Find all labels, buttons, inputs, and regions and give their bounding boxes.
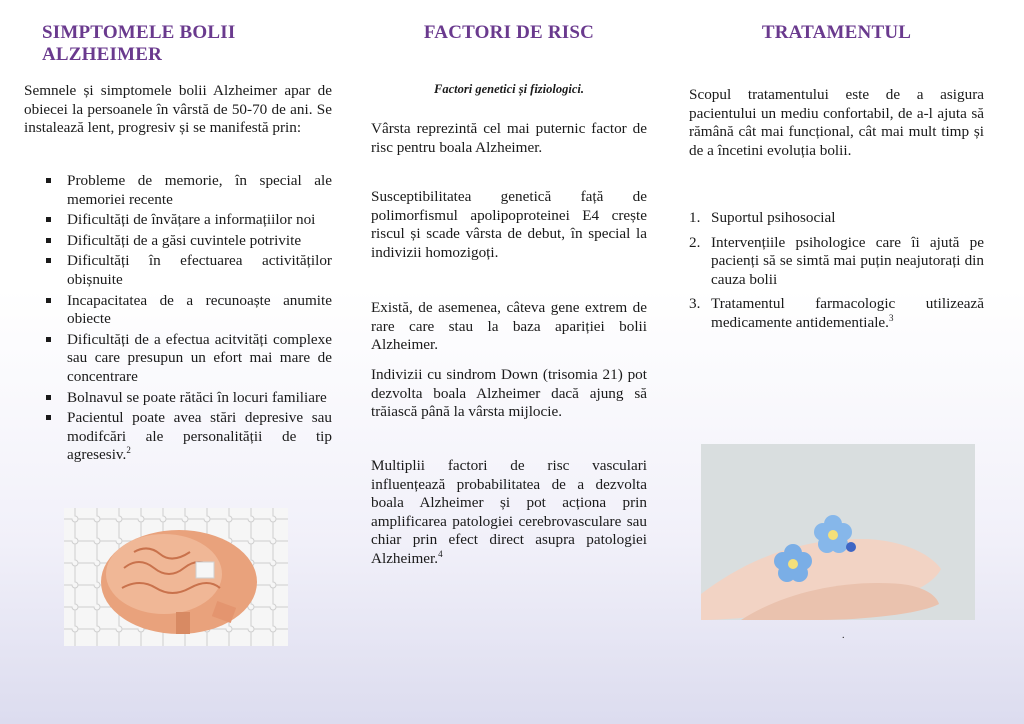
- treatment-list: [689, 209, 984, 339]
- treatment-intro: Scopul tratamentului este de a asigura pacientului un mediu confortabil, de a-l ajuta să rămână cât mai funcțional, cât mai mult timp și de a încetini evoluția bolii.: [689, 86, 984, 159]
- footnote-ref: 2: [126, 445, 131, 456]
- brain-puzzle-image: [64, 508, 288, 646]
- list-item: Dificultăți în efectuarea activităților obișnuite: [24, 252, 332, 289]
- symptoms-title: SIMPTOMELE BOLII ALZHEIMER: [42, 22, 236, 65]
- bullet-icon: [46, 395, 51, 400]
- bullet-icon: [46, 217, 51, 222]
- risk-factors-title: FACTORI DE RISC: [423, 22, 595, 43]
- list-item: Dificultăți de a efectua acitvități complexe sau care presupun un efort mai mare de concentrare: [24, 331, 332, 387]
- list-item: 1. Suportul psihosocial: [689, 209, 836, 226]
- bullet-icon: [46, 238, 51, 243]
- bullet-icon: [46, 337, 51, 342]
- list-item: Dificultăți de învățare a informațiilor noi: [24, 211, 332, 230]
- risk-paragraph: Există, de asemenea, câteva gene extrem de rare care stau la baza apariției bolii Alzheimer.: [371, 299, 647, 354]
- symptoms-list: [24, 172, 332, 467]
- treatment-title: TRATAMENTUL: [761, 22, 912, 43]
- bullet-icon: [46, 415, 51, 420]
- footnote-ref: 3: [888, 312, 894, 323]
- bullet-icon: [46, 178, 51, 183]
- footnote-ref: 4: [438, 548, 443, 559]
- list-item: Probleme de memorie, în special ale memoriei recente: [24, 172, 332, 209]
- list-item: 2. Intervențiile psihologice care îi ajută pe pacienți să se simtă mai puțin neajutorați din cauza bolii: [689, 233, 984, 288]
- list-item: Dificultăți de a găsi cuvintele potrivite: [24, 232, 332, 251]
- trailing-dot: .: [842, 630, 845, 641]
- bullet-icon: [46, 258, 51, 263]
- risk-paragraph: Vârsta reprezintă cel mai puternic factor de risc pentru boala Alzheimer.: [371, 120, 647, 156]
- forget-me-not-flowers-image: [701, 444, 975, 620]
- list-item: Bolnavul se poate rătăci în locuri familiare: [24, 389, 332, 408]
- risk-paragraph: Indivizii cu sindrom Down (trisomia 21) pot dezvolta boala Alzheimer dacă ajung să trăiască până la vârsta mijlocie.: [371, 366, 647, 421]
- list-item: Pacientul poate avea stări depresive sau modifcări ale personalității de tip agresesiv.$^2$: [24, 409, 332, 465]
- list-item: 3. Tratamentul farmacologic utilizează medicamente antidementiale.$^3$: [689, 295, 984, 331]
- risk-subheading: Factori genetici și fiziologici.: [434, 82, 584, 96]
- list-item: Incapacitatea de a recunoaște anumite obiecte: [24, 292, 332, 329]
- risk-paragraph: Susceptibilitatea genetică față de polimorfismul apolipoproteinei E4 crește riscul și scade vârsta de debut, în special la indivizii homozigoți.: [371, 188, 647, 261]
- symptoms-intro: Semnele și simptomele bolii Alzheimer apar de obiecei la persoanele în vârstă de 50-70 de ani. Se instalează lent, progresiv și se manifestă prin:: [24, 82, 332, 137]
- bullet-icon: [46, 298, 51, 303]
- risk-paragraph: Multiplii factori de risc vasculari influențează probabilitatea de a dezvolta boala Alzheimer și pot acționa prin amplificarea patologiei cerebrovasculare sau chiar prin efect direct asupra patologiei Alzheimer.$^4$: [371, 457, 647, 567]
